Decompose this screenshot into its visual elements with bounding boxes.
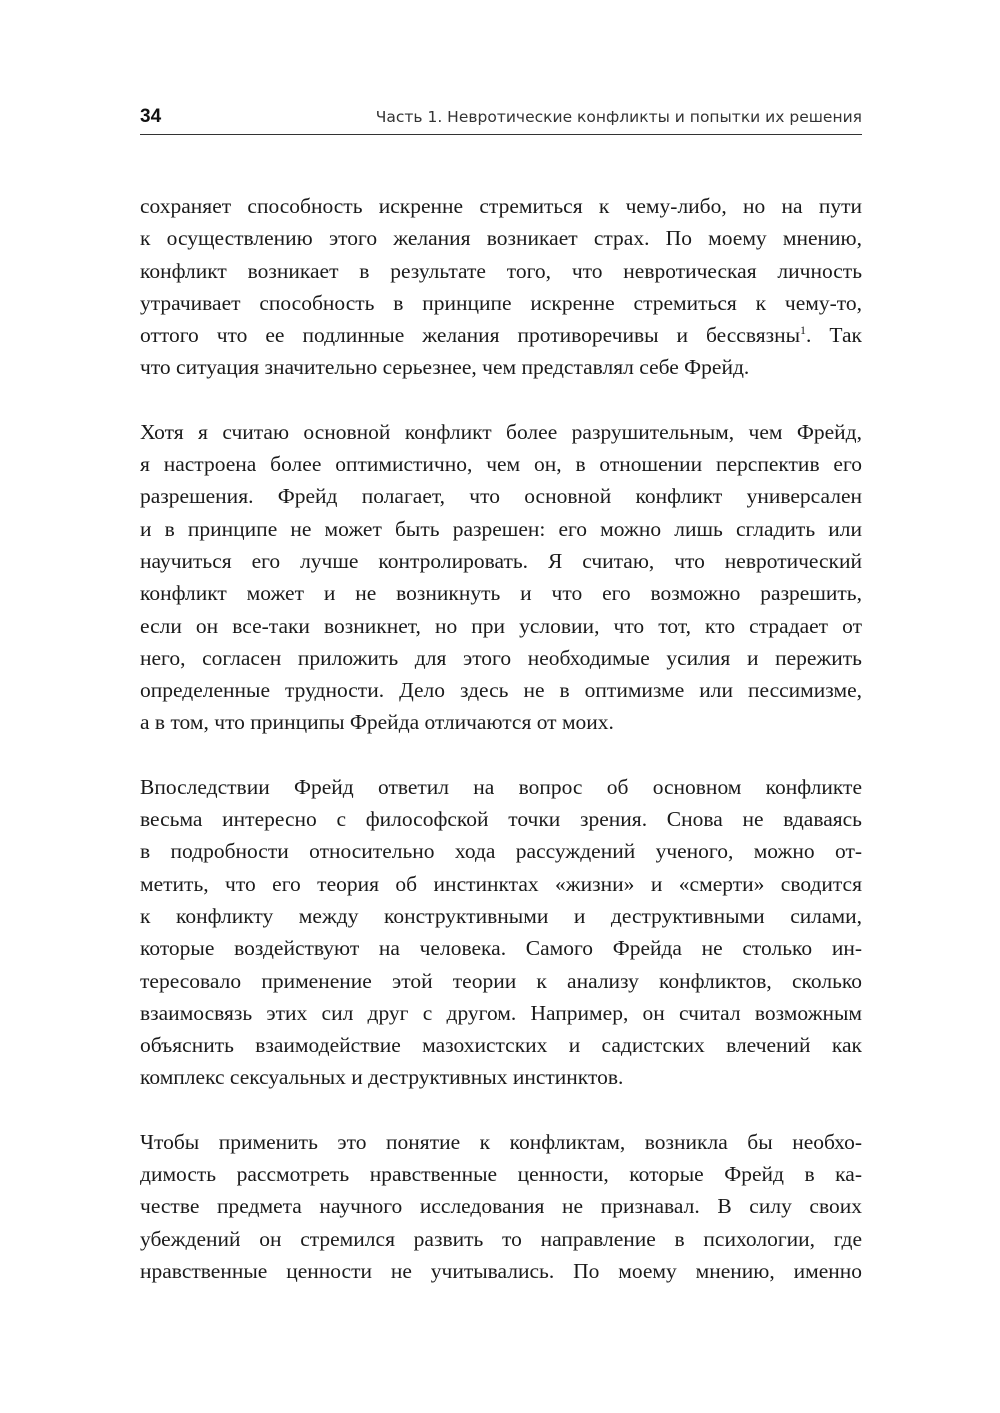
text-line: метить, что его теория об инстинктах «жизни» и «смерти» сводится [140, 871, 862, 896]
running-header [140, 104, 862, 135]
text-line: объяснить взаимодействие мазохистских и садистских влечений как [140, 1033, 862, 1058]
text-line: него, согласен приложить для этого необходимые усилия и пережить [140, 645, 862, 670]
page-number: 34 [140, 106, 162, 127]
paragraph-2 [140, 416, 862, 739]
text-line: к конфликту между конструктивными и деструктивными силами, [140, 903, 862, 928]
text-line: честве предмета научного исследования не признавал. В силу своих [140, 1194, 862, 1219]
text-line: которые воздействуют на человека. Самого Фрейда не столько ин- [140, 936, 862, 961]
text-line: тересовало применение этой теории к анализу конфликтов, сколько [140, 968, 862, 993]
text-line: взаимосвязь этих сил друг с другом. Например, он считал возможным [140, 1000, 862, 1025]
paragraph-1 [140, 190, 862, 384]
text-line: Впоследствии Фрейд ответил на вопрос об основном конфликте [140, 774, 862, 799]
text-line: научиться его лучше контролировать. Я считаю, что невротический [140, 548, 862, 573]
text-line: нравственные ценности не учитывались. По моему мнению, именно [140, 1258, 862, 1283]
main-text [140, 190, 862, 1319]
text-line: определенные трудности. Дело здесь не в оптимизме или пессимизме, [140, 678, 862, 703]
footnote-marker[interactable]: 1 [800, 323, 807, 338]
text-segment: . Так [806, 323, 862, 348]
paragraph-4 [140, 1126, 862, 1287]
text-line: к осуществлению этого желания возникает страх. По моему мнению, [140, 226, 862, 251]
text-line: а в том, что принципы Фрейда отличаются от моих. [140, 710, 614, 735]
text-line: и в принципе не может быть разрешен: его можно лишь сгладить или [140, 516, 862, 541]
text-line: утрачивает способность в принципе искренне стремиться к чему-то, [140, 290, 862, 315]
text-line: я настроена более оптимистично, чем он, в отношении перспектив его [140, 452, 862, 477]
text-line: убеждений он стремился развить то направление в психологии, где [140, 1226, 862, 1251]
text-segment: оттого что ее подлинные желания противоречивы и бессвязны [140, 323, 801, 348]
text-line: в подробности относительно хода рассуждений ученого, можно от- [140, 839, 862, 864]
text-line: разрешения. Фрейд полагает, что основной конфликт универсален [140, 484, 862, 509]
text-line: сохраняет способность искренне стремиться к чему-либо, но на пути [140, 194, 862, 218]
text-line: весьма интересно с философской точки зрения. Снова не вдаваясь [140, 807, 862, 832]
text-line: димость рассмотреть нравственные ценности, которые Фрейд в ка- [140, 1162, 862, 1187]
text-line: Хотя я считаю основной конфликт более разрушительным, чем Фрейд, [140, 419, 862, 444]
chapter-title: Часть 1. Невротические конфликты и попытки их решения [375, 108, 862, 126]
text-line-with-footnote [140, 319, 862, 351]
text-line: если он все-таки возникнет, но при условии, что тот, кто страдает от [140, 613, 862, 638]
text-line: что ситуация значительно серьезнее, чем представлял себе Фрейд. [140, 355, 750, 380]
text-line: конфликт может и не возникнуть и что его возможно разрешить, [140, 581, 862, 606]
text-line: конфликт возникает в результате того, что невротическая личность [140, 258, 862, 283]
paragraph-3 [140, 771, 862, 1094]
text-line: Чтобы применить это понятие к конфликтам, возникла бы необхо- [140, 1129, 862, 1154]
text-line: комплекс сексуальных и деструктивных инстинктов. [140, 1065, 624, 1090]
